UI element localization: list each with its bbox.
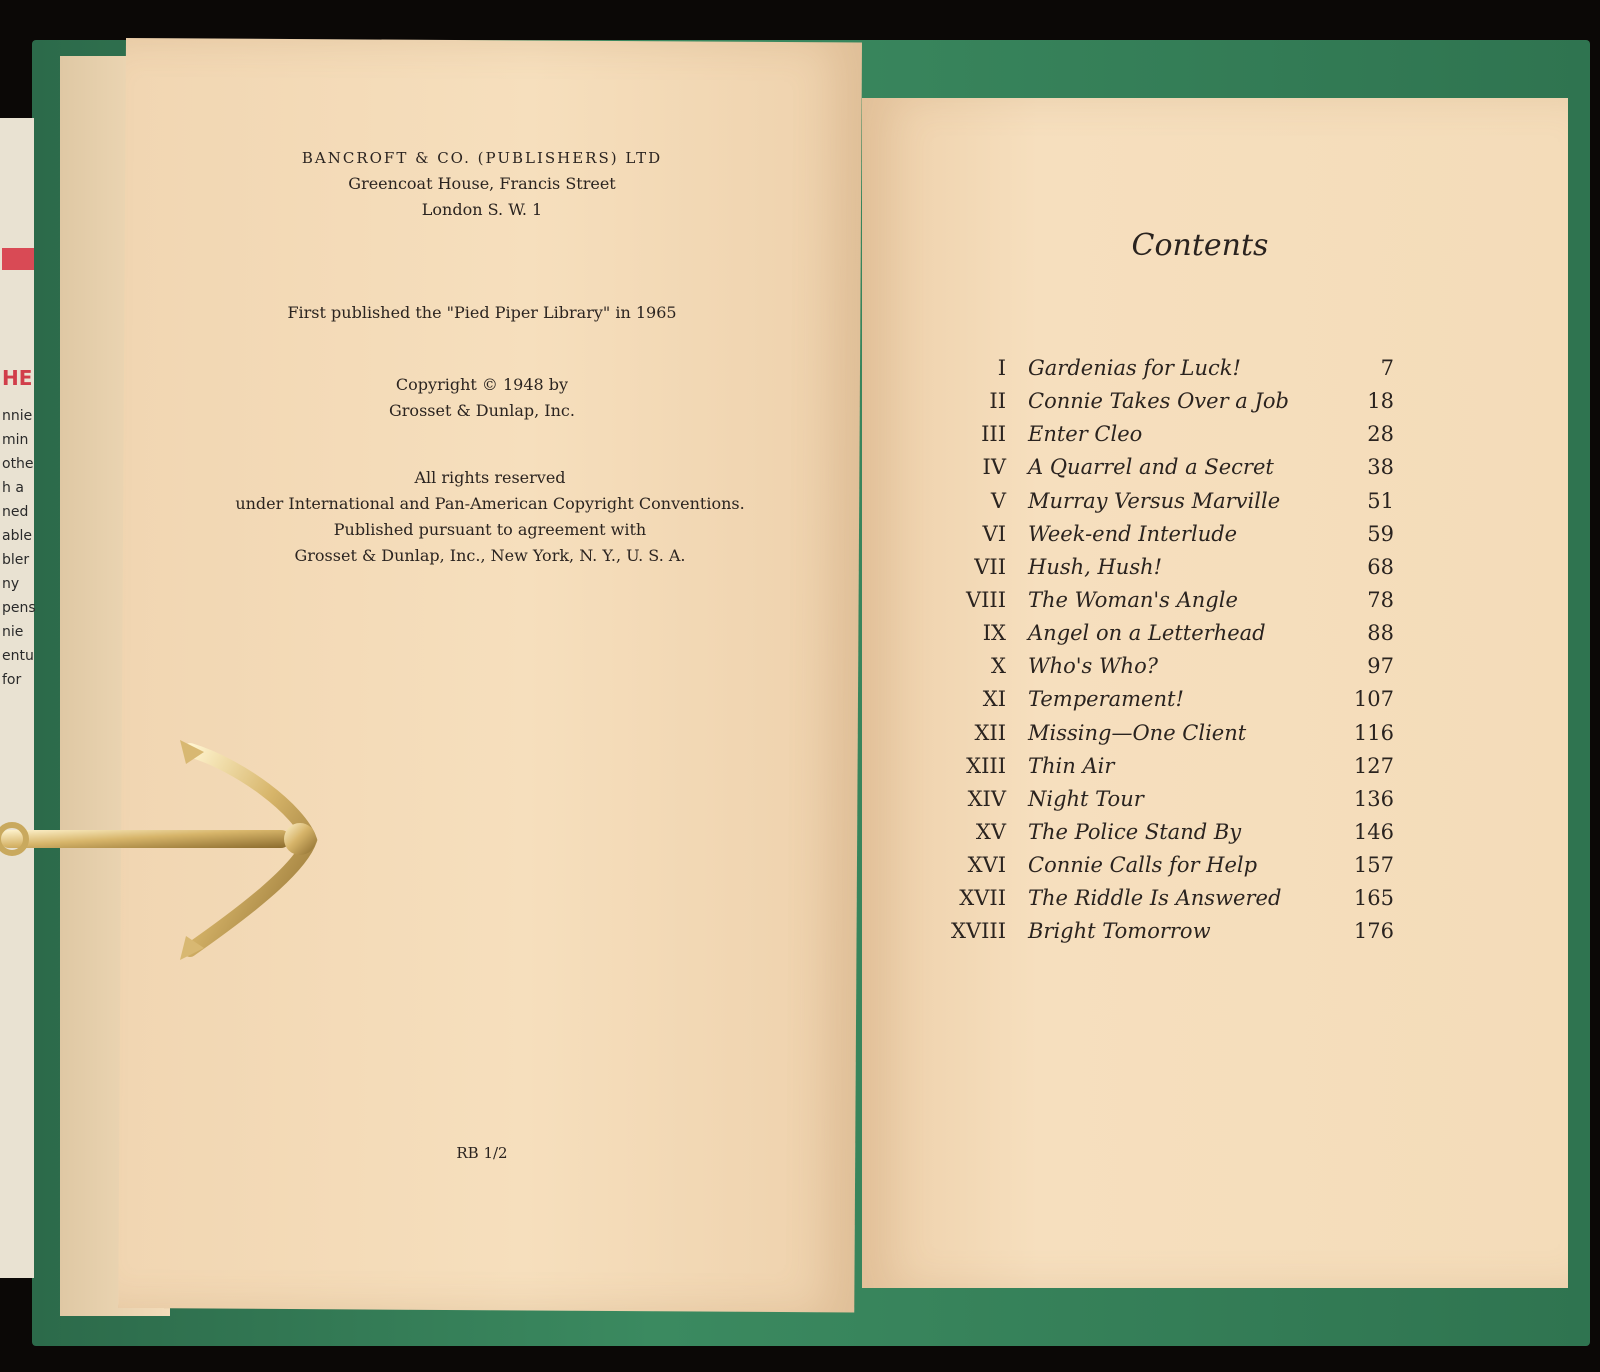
jacket-blurb-fragments [2, 408, 36, 696]
chapter-number: X [991, 654, 1006, 679]
chapter-page: 7 [1380, 356, 1394, 380]
toc-row [930, 787, 1470, 820]
copyright-line: Copyright © 1948 by [395, 375, 569, 394]
chapter-number: XIV [967, 786, 1006, 811]
chapter-title: Missing—One Client [1028, 720, 1247, 745]
chapter-number: XIII [966, 753, 1006, 778]
chapter-title: The Police Stand By [1028, 820, 1242, 844]
jacket-blurb-word: ny [2, 576, 20, 592]
chapter-title: The Riddle Is Answered [1028, 886, 1282, 911]
chapter-number: XVIII [950, 919, 1006, 944]
chapter-title: Thin Air [1028, 753, 1115, 778]
first-published-note [232, 300, 732, 326]
chapter-title: Bright Tomorrow [1028, 919, 1211, 944]
chapter-page: 165 [1353, 886, 1394, 911]
copyright-block [232, 372, 732, 424]
jacket-blurb-word: bler [2, 552, 30, 568]
toc-row [930, 356, 1470, 389]
toc-row [930, 555, 1470, 588]
chapter-page: 116 [1353, 720, 1394, 745]
chapter-title: Connie Calls for Help [1028, 853, 1258, 878]
toc-row [930, 654, 1470, 687]
toc-row [930, 588, 1470, 621]
contents-heading: Contents [1131, 228, 1269, 263]
toc-row [930, 853, 1470, 886]
toc-row [930, 522, 1470, 555]
jacket-blurb-word: able [2, 528, 32, 544]
jacket-blurb-word: ned [2, 504, 29, 520]
toc-row [930, 919, 1470, 952]
chapter-number: IV [982, 455, 1006, 480]
chapter-page: 78 [1367, 588, 1394, 612]
chapter-page: 136 [1353, 786, 1394, 811]
rights-line3: Published pursuant to agreement with [333, 520, 647, 539]
first-published-line: First published the "Pied Piper Library" in 1965 [287, 303, 677, 322]
printing-code [232, 1140, 732, 1166]
rights-block [160, 465, 820, 569]
left-page [118, 38, 862, 1312]
publisher-block [232, 145, 732, 223]
chapter-page: 97 [1367, 654, 1394, 679]
chapter-title: Murray Versus Marville [1028, 488, 1281, 513]
toc-row [930, 455, 1470, 488]
chapter-title: Connie Takes Over a Job [1028, 389, 1290, 414]
chapter-page: 127 [1353, 753, 1394, 778]
chapter-page: 157 [1353, 853, 1394, 878]
chapter-number: XI [982, 687, 1006, 712]
rights-line1: All rights reserved [414, 468, 566, 487]
chapter-page: 88 [1367, 621, 1394, 646]
bookmark-shank [0, 830, 290, 848]
printing-code-text: RB 1/2 [456, 1144, 508, 1162]
chapter-title: Hush, Hush! [1028, 554, 1163, 579]
jacket-blurb-word: min [2, 432, 29, 448]
toc-row [930, 621, 1470, 654]
chapter-number: VI [982, 521, 1006, 546]
anchor-crown [284, 823, 316, 855]
chapter-title: A Quarrel and a Secret [1028, 455, 1274, 480]
toc-row [930, 886, 1470, 919]
chapter-title: Angel on a Letterhead [1028, 621, 1266, 646]
chapter-title: Night Tour [1028, 786, 1144, 811]
chapter-number: III [981, 422, 1006, 447]
toc-row [930, 489, 1470, 522]
jacket-blurb-word: othe [2, 456, 34, 472]
toc-row [930, 687, 1470, 720]
jacket-red-band [2, 248, 34, 270]
copyright-holder: Grosset & Dunlap, Inc. [389, 401, 575, 420]
anchor-bookmark-icon [0, 740, 340, 980]
jacket-blurb-word: nnie [2, 408, 33, 424]
chapter-number: XV [975, 820, 1006, 844]
jacket-blurb-word: nie [2, 624, 24, 640]
chapter-number: II [989, 389, 1006, 414]
toc-row [930, 721, 1470, 754]
chapter-page: 107 [1353, 687, 1394, 712]
chapter-title: Temperament! [1028, 687, 1184, 712]
jacket-blurb-word: pens [2, 600, 36, 616]
rights-line2: under International and Pan-American Copyright Conventions. [235, 494, 745, 513]
publisher-name: BANCROFT & CO. (PUBLISHERS) LTD [301, 149, 663, 167]
chapter-number: I [997, 356, 1006, 380]
chapter-number: IX [982, 621, 1006, 646]
toc-row [930, 422, 1470, 455]
jacket-blurb-word: entu [2, 648, 34, 664]
chapter-page: 59 [1367, 521, 1394, 546]
chapter-title: Who's Who? [1028, 654, 1158, 679]
chapter-page: 18 [1367, 389, 1394, 414]
chapter-page: 68 [1367, 554, 1394, 579]
chapter-number: XVI [967, 853, 1006, 878]
table-of-contents [930, 356, 1470, 943]
toc-row [930, 754, 1470, 787]
chapter-page: 51 [1367, 488, 1394, 513]
toc-row [930, 820, 1470, 853]
jacket-blurb-word: for [2, 672, 22, 688]
chapter-number: VIII [965, 588, 1006, 612]
toc-row [930, 389, 1470, 422]
chapter-page: 146 [1353, 820, 1394, 844]
chapter-number: V [990, 488, 1006, 513]
chapter-title: Week-end Interlude [1028, 521, 1238, 546]
chapter-number: XVII [959, 886, 1006, 911]
chapter-title: Enter Cleo [1028, 422, 1143, 447]
chapter-title: Gardenias for Luck! [1028, 356, 1241, 380]
jacket-title-fragment: HE [2, 366, 33, 390]
chapter-title: The Woman's Angle [1028, 588, 1238, 612]
chapter-number: XII [974, 720, 1006, 745]
chapter-number: VII [974, 554, 1006, 579]
chapter-page: 38 [1367, 455, 1394, 480]
chapter-page: 176 [1353, 919, 1394, 944]
publisher-address-line2: London S. W. 1 [421, 200, 543, 219]
publisher-address-line1: Greencoat House, Francis Street [348, 174, 616, 193]
jacket-blurb-word: h a [2, 480, 24, 496]
chapter-page: 28 [1367, 422, 1394, 447]
dust-jacket-flap [0, 118, 34, 1278]
rights-line4: Grosset & Dunlap, Inc., New York, N. Y., U. S. A. [294, 546, 686, 565]
